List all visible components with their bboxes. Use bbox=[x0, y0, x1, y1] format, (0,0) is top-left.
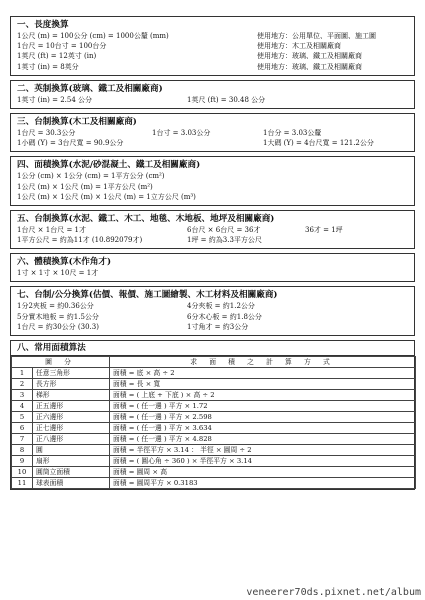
section-area bbox=[10, 156, 415, 206]
conversion: 1台尺 = 約30公分 (30.3) bbox=[17, 322, 99, 331]
formula: 面積 = ( 任一邊 ) 平方 × 2.598 bbox=[110, 412, 416, 423]
section-imperial bbox=[10, 80, 415, 109]
watermark-url: veneerer70ds.pixnet.net/album bbox=[246, 587, 421, 598]
table-row bbox=[12, 390, 416, 401]
row-number: 6 bbox=[12, 423, 33, 434]
row bbox=[17, 301, 408, 311]
conversion: 1寸角才 = 約3公分 bbox=[187, 322, 249, 331]
conversion: 1小碼 (Y) = 3台尺寬 = 90.9公分 bbox=[17, 139, 124, 148]
conversion: 1坪 = 約為3.3平方公尺 bbox=[187, 236, 262, 245]
row: 1公尺 (m) × 1公尺 (m) = 1平方公尺 (m²) bbox=[17, 182, 153, 191]
shape-name: 正七邊形 bbox=[33, 423, 110, 434]
formula: 面積 = ( 上底 + 下底 ) × 高 ÷ 2 bbox=[110, 390, 416, 401]
section-taiwan bbox=[10, 113, 415, 152]
section-title: 八、常用面積算法 bbox=[11, 341, 414, 356]
conversion: 4分夾板 = 約1.2公分 bbox=[187, 302, 255, 311]
row-number: 1 bbox=[12, 368, 33, 379]
conversion: 1台尺 = 10台寸 = 100台分 bbox=[17, 42, 107, 51]
row-number: 11 bbox=[12, 478, 33, 489]
row: 1公分 (cm) × 1公分 (cm) = 1平方公分 (cm²) bbox=[17, 172, 165, 181]
shape-name: 梯形 bbox=[33, 390, 110, 401]
section-title: 三、台制換算(木工及相關廠商) bbox=[17, 116, 137, 127]
table-row bbox=[12, 423, 416, 434]
shape-name: 任意三角形 bbox=[33, 368, 110, 379]
shape-name: 正六邊形 bbox=[33, 412, 110, 423]
conversion: 6台尺 × 6台尺 = 36才 bbox=[187, 225, 261, 234]
formula: 面積 = 長 × 寬 bbox=[110, 379, 416, 390]
usage: 使用地方：木工及相關廠商 bbox=[257, 42, 341, 51]
table-row bbox=[12, 445, 416, 456]
row bbox=[17, 41, 408, 51]
row-number: 8 bbox=[12, 445, 33, 456]
usage: 使用地方：玻璃、鐵工及相關廠商 bbox=[257, 62, 362, 71]
conversion: 1公尺 (m) = 100公分 (cm) = 1000公釐 (mm) bbox=[17, 32, 169, 40]
shape-name: 圓 bbox=[33, 445, 110, 456]
row bbox=[17, 62, 408, 72]
conversion: 6分木心板 = 約1.8公分 bbox=[187, 312, 262, 321]
table-row bbox=[12, 467, 416, 478]
header-shape: 圖 分 bbox=[12, 357, 110, 368]
shape-name: 正五邊形 bbox=[33, 401, 110, 412]
row bbox=[17, 312, 408, 322]
table-row bbox=[12, 456, 416, 467]
conversion: 1英寸 (in) = 8英分 bbox=[17, 62, 79, 71]
row bbox=[17, 322, 408, 332]
formula: 面積 = ( 任一邊 ) 平方 × 3.634 bbox=[110, 423, 416, 434]
row bbox=[17, 95, 408, 105]
formula: 面積 = 圓周 × 高 bbox=[110, 467, 416, 478]
conversion: 1台寸 = 3.03公分 bbox=[152, 128, 211, 137]
conversion: 1平方公尺 = 約為11才 (10.892079才) bbox=[17, 236, 143, 245]
header-formula: 求 面 積 之 計 算 方 式 bbox=[110, 357, 416, 368]
conversion: 36才 = 1坪 bbox=[305, 225, 343, 234]
section-title: 一、長度換算 bbox=[17, 20, 69, 30]
conversion: 1英尺 (ft) = 30.48 公分 bbox=[187, 95, 266, 104]
formula: 面積 = ( 圓心角 ÷ 360 ) × 半徑平方 × 3.14 bbox=[110, 456, 416, 467]
section-area-formulas bbox=[10, 340, 415, 490]
row bbox=[17, 31, 408, 41]
section-title: 七、台制/公分換算(估價、報價、施工圖繪製、木工材料及相關廠商) bbox=[17, 290, 278, 301]
conversion: 5分實木地板 = 約1.5公分 bbox=[17, 312, 99, 321]
row-number: 9 bbox=[12, 456, 33, 467]
section-length bbox=[10, 16, 415, 76]
conversion: 1台尺 = 30.3公分 bbox=[17, 128, 76, 137]
row-number: 2 bbox=[12, 379, 33, 390]
conversion-sheet bbox=[10, 16, 415, 490]
formula: 面積 = 底 × 高 ÷ 2 bbox=[110, 368, 416, 379]
conversion: 1大碼 (Y) = 4台尺寬 = 121.2公分 bbox=[263, 139, 374, 148]
row bbox=[17, 128, 408, 138]
conversion: 1英寸 (in) = 2.54 公分 bbox=[17, 95, 93, 104]
row bbox=[17, 225, 408, 235]
formula-table bbox=[11, 356, 416, 489]
formula: 面積 = ( 任一邊 ) 平方 × 1.72 bbox=[110, 401, 416, 412]
table-row bbox=[12, 478, 416, 489]
shape-name: 長方形 bbox=[33, 379, 110, 390]
row bbox=[17, 235, 408, 245]
table-row bbox=[12, 434, 416, 445]
section-taiwan-area bbox=[10, 210, 415, 249]
row-number: 3 bbox=[12, 390, 33, 401]
table-row bbox=[12, 368, 416, 379]
conversion: 1分2夾板 = 約0.36公分 bbox=[17, 302, 94, 311]
formula: 面積 = ( 任一邊 ) 平方 × 4.828 bbox=[110, 434, 416, 445]
table-row bbox=[12, 401, 416, 412]
row-number: 7 bbox=[12, 434, 33, 445]
formula: 面積 = 圓周平方 × 0.3183 bbox=[110, 478, 416, 489]
conversion: 1英尺 (ft) = 12英寸 (in) bbox=[17, 52, 97, 61]
row bbox=[17, 51, 408, 61]
section-title: 二、英制換算(玻璃、鐵工及相關廠商) bbox=[17, 83, 163, 94]
section-title: 五、台制換算(水泥、鐵工、木工、地毯、木地板、地坪及相關廠商) bbox=[17, 213, 275, 224]
row-number: 4 bbox=[12, 401, 33, 412]
section-volume bbox=[10, 253, 415, 282]
section-title: 六、體積換算(木作角才) bbox=[17, 257, 112, 268]
shape-name: 正八邊形 bbox=[33, 434, 110, 445]
row-number: 5 bbox=[12, 412, 33, 423]
conversion: 1台尺 × 1台尺 = 1才 bbox=[17, 225, 86, 234]
conversion: 1台分 = 3.03公釐 bbox=[263, 128, 322, 137]
section-taiwan-cm bbox=[10, 286, 415, 336]
table-row bbox=[12, 412, 416, 423]
usage: 使用地方：公用單位、平面圖、施工圖 bbox=[257, 32, 376, 40]
row: 1寸 × 1寸 × 10尺 = 1才 bbox=[17, 269, 99, 278]
row bbox=[17, 138, 408, 148]
table-row bbox=[12, 379, 416, 390]
row-number: 10 bbox=[12, 467, 33, 478]
shape-name: 球表面積 bbox=[33, 478, 110, 489]
section-title: 四、面積換算(水泥/砂混凝土、鐵工及相關廠商) bbox=[17, 160, 201, 171]
formula: 面積 = 半徑平方 × 3.14 ： 半徑 × 圓周 ÷ 2 bbox=[110, 445, 416, 456]
table-header bbox=[12, 357, 416, 368]
shape-name: 扇形 bbox=[33, 456, 110, 467]
row: 1公尺 (m) × 1公尺 (m) × 1公尺 (m) = 1立方公尺 (m³) bbox=[17, 192, 196, 201]
shape-name: 圓筒立面積 bbox=[33, 467, 110, 478]
usage: 使用地方：玻璃、鐵工及相關廠商 bbox=[257, 52, 362, 61]
